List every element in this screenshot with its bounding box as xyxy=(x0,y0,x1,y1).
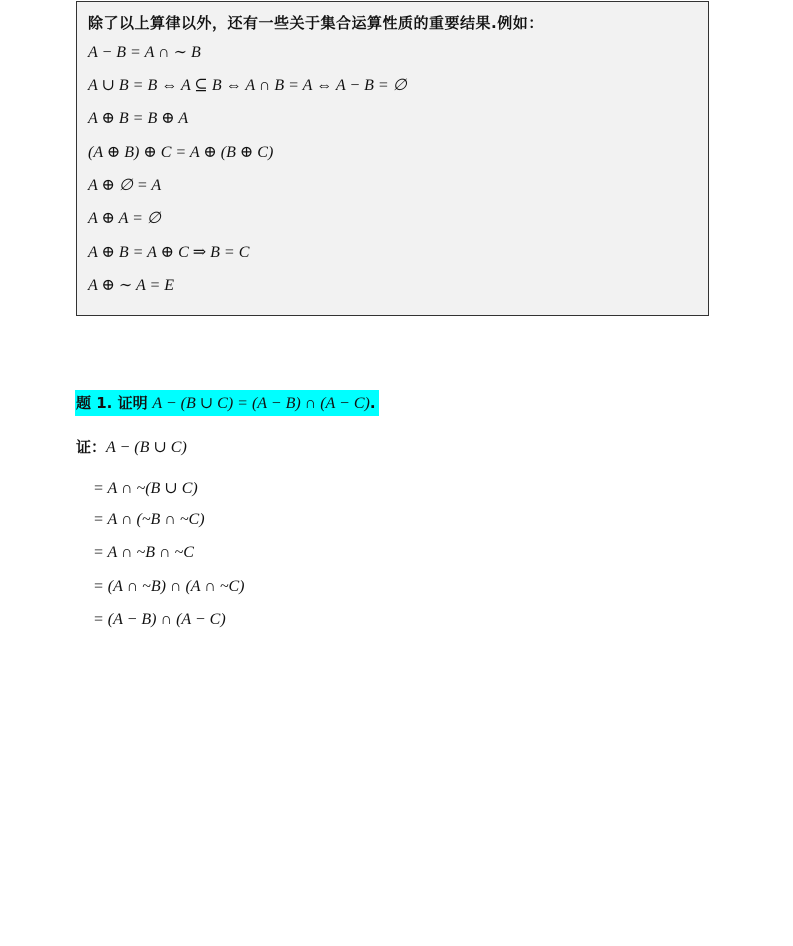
problem-statement: A − (B ∪ C) = (A − B) ∩ (A − C) xyxy=(152,395,370,412)
formula-union-equivalences: A ∪ B = B ⇔ A ⊆ B ⇔ A ∩ B = A ⇔ A − B = ∅ xyxy=(88,77,407,94)
problem-title xyxy=(75,390,379,416)
proof-step-3: = A ∩ ~B ∩ ~C xyxy=(93,544,194,561)
formula-symmetric-empty: A ⊕ ∅ = A xyxy=(88,177,162,194)
proof-step-4: = (A ∩ ~B) ∩ (A ∩ ~C) xyxy=(93,578,245,595)
proof-step-5: = (A − B) ∩ (A − C) xyxy=(93,611,226,628)
proof-start-line xyxy=(76,436,187,457)
problem-label: 题 1. 证明 xyxy=(76,394,148,412)
proof-label: 证： xyxy=(76,438,107,456)
box-title: 除了以上算律以外，还有一些关于集合运算性质的重要结果.例如： xyxy=(88,14,544,32)
formula-symmetric-complement: A ⊕ ∼ A = E xyxy=(88,277,175,294)
formula-symmetric-commutative: A ⊕ B = B ⊕ A xyxy=(88,110,189,127)
formula-symmetric-self: A ⊕ A = ∅ xyxy=(88,210,161,227)
formula-cancellation: A ⊕ B = A ⊕ C ⇒ B = C xyxy=(88,244,250,261)
problem-end: . xyxy=(369,394,376,412)
proof-step-2: = A ∩ (~B ∩ ~C) xyxy=(93,511,205,528)
set-operations-box xyxy=(76,1,709,316)
proof-step-1: = A ∩ ~(B ∪ C) xyxy=(93,480,198,497)
proof-start-expression: A − (B ∪ C) xyxy=(106,439,187,456)
formula-difference: A − B = A ∩ ∼ B xyxy=(88,44,201,61)
formula-symmetric-associative: (A ⊕ B) ⊕ C = A ⊕ (B ⊕ C) xyxy=(88,144,274,161)
